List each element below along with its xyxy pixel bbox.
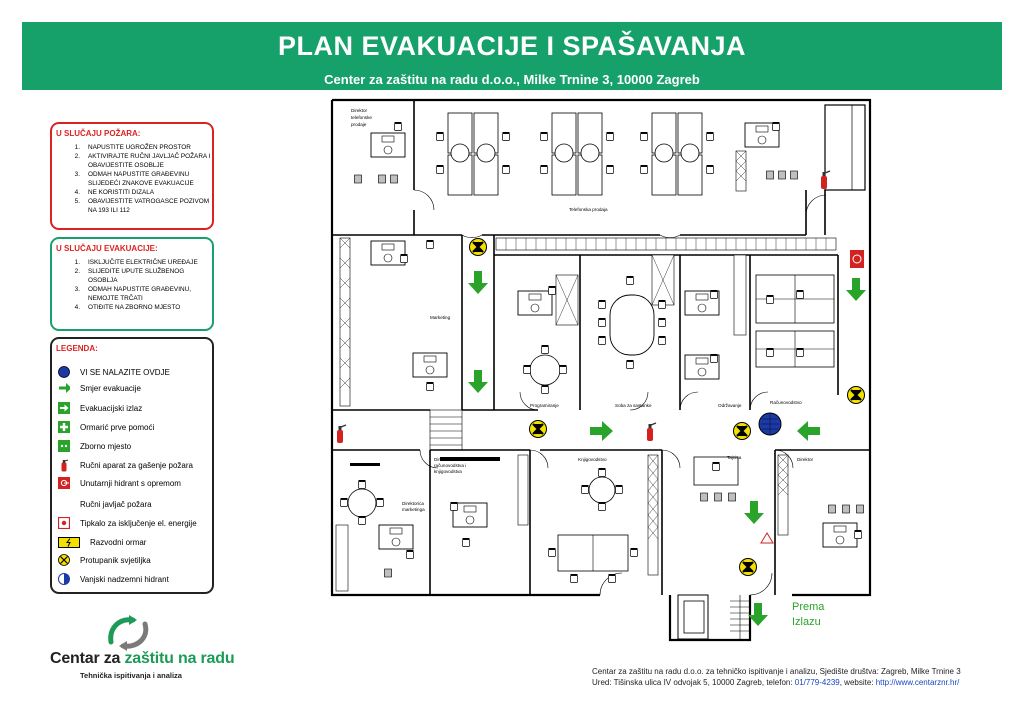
legend-row: Unutarnji hidrant s opremom [58, 476, 181, 490]
hydrant-icon [850, 250, 864, 268]
outdoor-hydrant-icon [58, 573, 70, 585]
legend-row: Ormarić prve pomoći [58, 420, 154, 434]
emergency-light-icon [530, 421, 547, 438]
room-label-telesales-director-3: prodaje [351, 122, 367, 127]
fire-extinguisher-icon [647, 423, 656, 441]
website-link[interactable]: http://www.centarznr.hr/ [875, 678, 960, 687]
exit-label-line-2: Izlazu [792, 616, 821, 628]
list-item: 3. ODMAH NAPUSTITE GRAĐEVINU, NEMOJTE TRČATI [74, 286, 191, 302]
legend-row: Smjer evakuacije [58, 381, 141, 395]
emergency-light-icon [734, 423, 751, 440]
room-label-marketing-director-1: Direktorica [402, 501, 424, 506]
footer-line-2: Ured: Tišinska ulica IV odvojak 5, 10000 Zagreb, telefon: 01/779-4239, website: http://www.centarznr.hr/ [592, 678, 960, 687]
entrance-vestibule [678, 595, 750, 639]
room-label-director: Direktor [797, 457, 814, 462]
exit-label-line-1: Prema [792, 601, 825, 613]
fire-instructions-title: U SLUČAJU POŽARA: [56, 129, 141, 138]
list-item: 4. OTIĐITE NA ZBORNO MJESTO [74, 304, 181, 311]
list-item: 5. OBAVIJESTITE VATROGASCE POZIVOM NA 193 ILI 112 [74, 198, 210, 214]
telesales-workstations [448, 113, 702, 195]
phone-link[interactable]: 01/779-4239 [794, 678, 840, 687]
room-label-telesales: Telefonska prodaja [569, 207, 608, 212]
list-item: 2. SLIJEDITE UPUTE SLUŽBENOG OSOBLJA [74, 268, 185, 284]
fire-instructions-list [52, 143, 212, 215]
evacuation-instructions-title: U SLUČAJU EVAKUACIJE: [56, 244, 158, 253]
fire-extinguisher-icon [821, 171, 830, 189]
room-label-accounting-director-1: Direktorica [434, 457, 456, 462]
staircase [430, 410, 462, 450]
page-subtitle: Center za zaštitu na radu d.o.o., Milke Trnine 3, 10000 Zagreb [324, 72, 700, 87]
floor-plan [330, 95, 875, 657]
room-label-accounting-director-3: knjigovodstva [434, 469, 462, 474]
evacuation-arrow-icon [468, 370, 488, 393]
legend-box [50, 337, 214, 594]
fire-extinguisher-icon [337, 425, 346, 443]
assembly-point-icon [58, 440, 70, 452]
company-logo-tagline: Tehnička ispitivanja i analiza [80, 671, 182, 680]
evacuation-arrow-icon [468, 271, 488, 294]
legend-row: Evakuacijski izlaz [58, 401, 142, 415]
room-label-accounting-director-2: računovodstva i [434, 463, 467, 468]
header-banner [22, 22, 1002, 90]
company-logo-name: Centar za zaštitu na radu [50, 650, 235, 667]
footer-info [592, 666, 961, 688]
room-label-telesales-director-2: telefonske [351, 115, 372, 120]
room-label-marketing: Marketing [430, 315, 451, 320]
fire-extinguisher-icon [58, 459, 70, 471]
distribution-box-icon [58, 536, 80, 548]
evacuation-arrow-icon [590, 421, 613, 441]
evacuation-exit-icon [58, 402, 70, 414]
evacuation-arrow-icon [846, 278, 866, 301]
list-item: 1. NAPUSTITE UGROŽEN PROSTOR [74, 144, 191, 151]
first-aid-icon [58, 421, 70, 433]
fire-instructions-box [50, 122, 214, 230]
evacuation-instructions-box [50, 237, 214, 331]
list-item: 2. AKTIVIRAJTE RUČNI JAVLJAČ POŽARA I OBAVIJESTITE OSOBLJE [74, 153, 211, 169]
company-logo-icon [103, 614, 153, 652]
legend-row: Ručni javljač požara [58, 497, 152, 511]
you-are-here-icon [759, 413, 781, 435]
page-title: PLAN EVAKUACIJE I SPAŠAVANJA [277, 31, 747, 61]
legend-title: LEGENDA: [56, 344, 98, 353]
room-label-secretary: Tajnica [727, 455, 742, 460]
list-item: 3. ODMAH NAPUSTITE GRAĐEVINU SLIJEDEĆI ZNAKOVE EVAKUACIJE [74, 171, 194, 187]
room-label-telesales-director-1: Direktor [351, 108, 368, 113]
legend-row: Ručni aparat za gašenje požara [58, 458, 193, 472]
legend-row: Protupanik svjetiljka [58, 553, 151, 567]
warning-sign-icon [761, 533, 773, 543]
hydrant-icon [58, 477, 70, 489]
evacuation-instructions-list [52, 258, 212, 312]
list-item: 1. ISKLJUČITE ELEKTRIČNE UREĐAJE [74, 259, 198, 266]
legend-row: Vanjski nadzemni hidrant [58, 572, 169, 586]
room-label-bookkeeping: Knjigovodstvo [578, 457, 607, 462]
room-label-marketing-director-2: marketinga [402, 507, 425, 512]
evacuation-arrow-icon [58, 382, 70, 394]
legend-row: Razvodni ormar [58, 535, 146, 549]
room-label-programming: Programiranje [530, 403, 559, 408]
emergency-light-icon [470, 239, 487, 256]
power-switch-icon [58, 517, 70, 529]
room-label-meeting-room: Soba za sastanke [615, 403, 652, 408]
legend-row: VI SE NALAZITE OVDJE [58, 365, 170, 379]
evacuation-arrow-icon [797, 421, 820, 441]
emergency-light-icon [58, 554, 70, 566]
fire-alarm-icon [58, 498, 70, 510]
legend-row: Zborno mjesto [58, 439, 131, 453]
footer-line-1: Centar za zaštitu na radu d.o.o. za tehničko ispitivanje i analizu, Sjedište društva: Zagreb, Milke Trnine 3 [592, 667, 961, 676]
room-label-accounting: Računovodstvo [770, 400, 802, 405]
legend-row: Tipkalo za isključenje el. energije [58, 516, 197, 530]
list-item: 4. NE KORISTITI DIZALA [74, 189, 155, 196]
room-label-maintenance: Održavanje [718, 403, 742, 408]
evacuation-arrow-icon [744, 501, 764, 524]
emergency-light-icon [848, 387, 865, 404]
emergency-light-icon [740, 559, 757, 576]
you-are-here-icon [58, 366, 70, 378]
